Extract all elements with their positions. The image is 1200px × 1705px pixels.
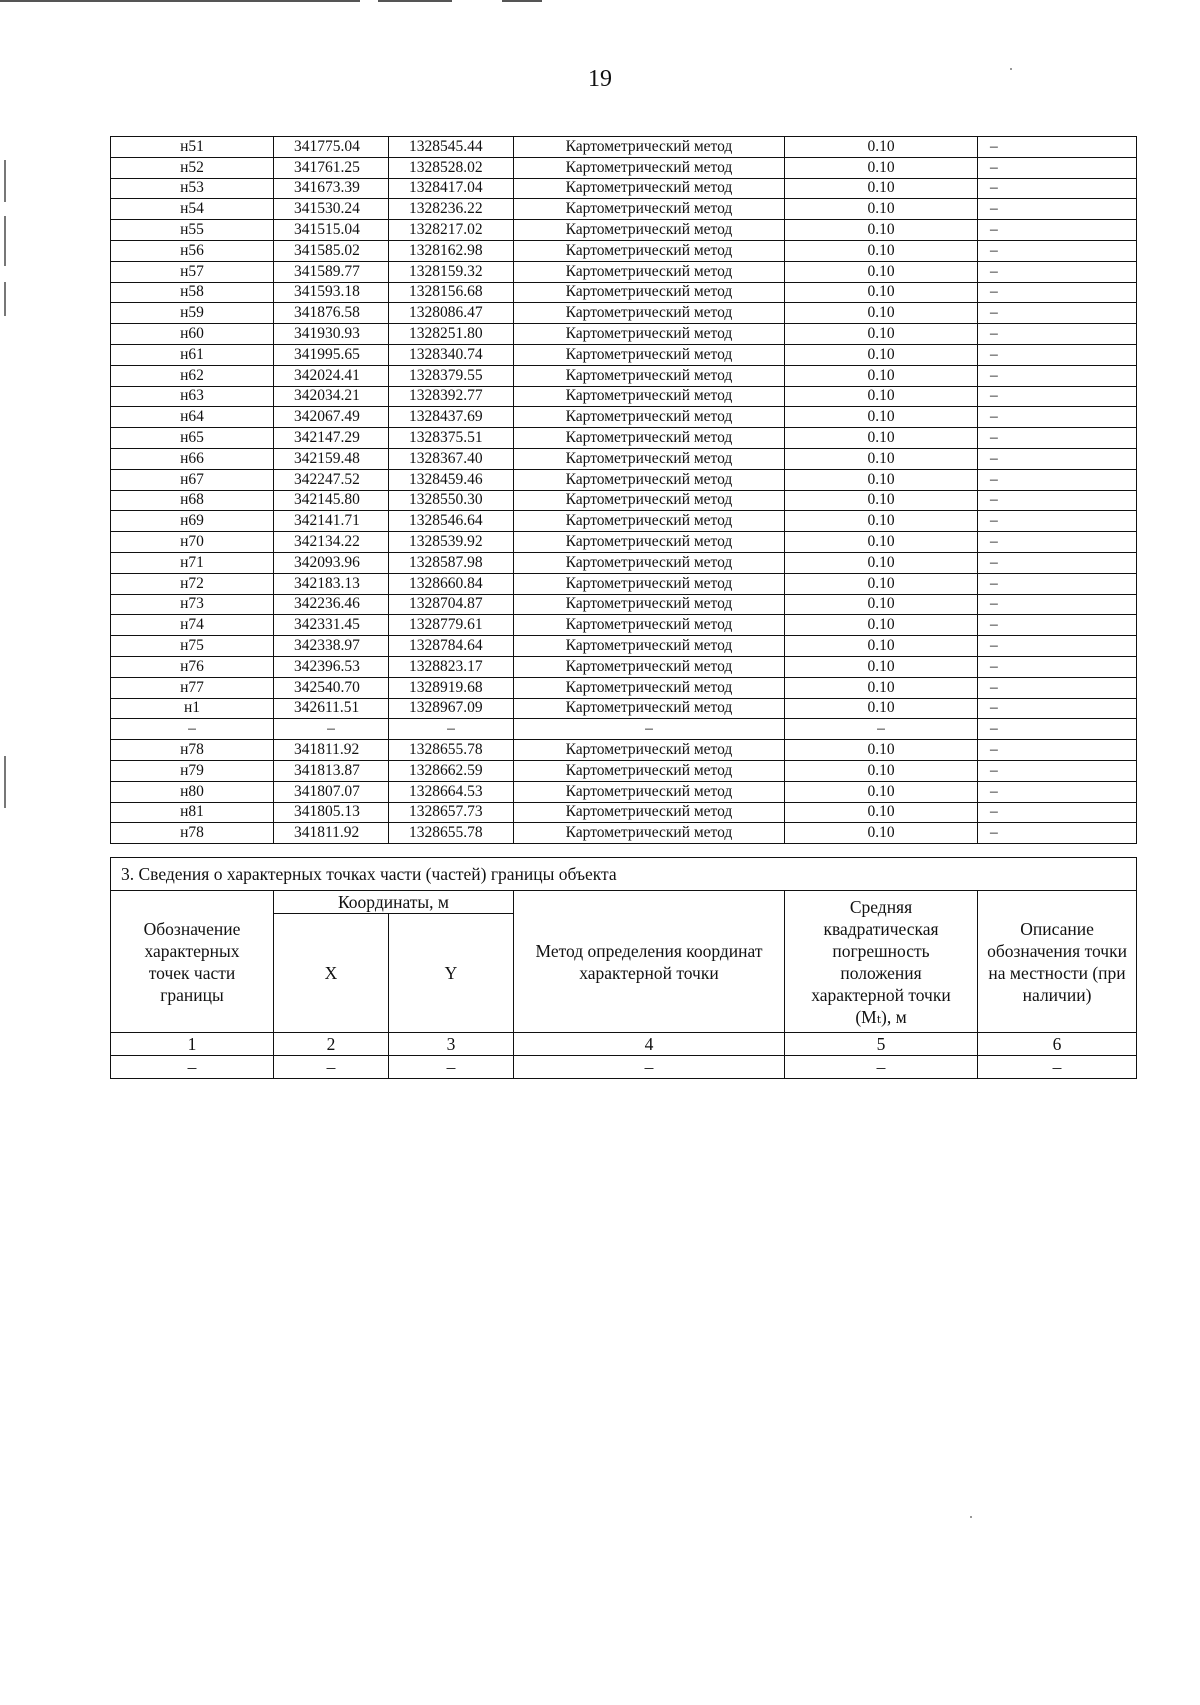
cell-point: н54 [111, 199, 274, 220]
cell-description: – [978, 677, 1137, 698]
cell-method: – [514, 719, 785, 740]
scan-margin-mark [4, 216, 6, 266]
cell-y: 1328662.59 [389, 760, 514, 781]
header-method: Метод определения координат характерной точки [514, 891, 785, 1033]
cell-point: н78 [111, 740, 274, 761]
cell-point: н58 [111, 282, 274, 303]
cell-error: 0.10 [785, 240, 978, 261]
cell-method: Картометрический метод [514, 448, 785, 469]
cell-x: 341811.92 [274, 823, 389, 844]
cell-x: 342396.53 [274, 656, 389, 677]
cell-error: 0.10 [785, 594, 978, 615]
cell-point: н72 [111, 573, 274, 594]
cell-y: 1328459.46 [389, 469, 514, 490]
cell-x: 341530.24 [274, 199, 389, 220]
cell-point: н55 [111, 220, 274, 241]
table-row [111, 137, 1137, 158]
table-row [111, 802, 1137, 823]
cell-error: 0.10 [785, 261, 978, 282]
cell-x: 342611.51 [274, 698, 389, 719]
cell-point: н60 [111, 324, 274, 345]
cell-x: 342141.71 [274, 511, 389, 532]
cell-y: 1328779.61 [389, 615, 514, 636]
cell-y: – [389, 1056, 514, 1079]
table-row [111, 552, 1137, 573]
cell-y: 1328545.44 [389, 137, 514, 158]
cell-method: – [514, 1056, 785, 1079]
cell-error: 0.10 [785, 532, 978, 553]
cell-method: Картометрический метод [514, 615, 785, 636]
table-row [111, 532, 1137, 553]
cell-error: 0.10 [785, 802, 978, 823]
table-row [111, 157, 1137, 178]
cell-description: – [978, 656, 1137, 677]
cell-method: Картометрический метод [514, 428, 785, 449]
cell-error: 0.10 [785, 490, 978, 511]
cell-error: – [785, 719, 978, 740]
cell-x: 342145.80 [274, 490, 389, 511]
table-row [111, 365, 1137, 386]
cell-method: Картометрический метод [514, 740, 785, 761]
cell-point: н61 [111, 344, 274, 365]
cell-error: 0.10 [785, 656, 978, 677]
table-row [111, 178, 1137, 199]
page-number: 19 [588, 66, 612, 92]
scan-edge-line [502, 0, 542, 2]
cell-point: н74 [111, 615, 274, 636]
cell-x: 341995.65 [274, 344, 389, 365]
scan-edge-line [0, 0, 360, 2]
cell-point: н68 [111, 490, 274, 511]
table-row [111, 511, 1137, 532]
table-row [111, 240, 1137, 261]
cell-error: 0.10 [785, 781, 978, 802]
cell-description: – [978, 511, 1137, 532]
table-row [111, 407, 1137, 428]
scan-speck [970, 1516, 972, 1518]
cell-error: 0.10 [785, 552, 978, 573]
cell-method: Картометрический метод [514, 261, 785, 282]
cell-x: 342159.48 [274, 448, 389, 469]
cell-description: – [978, 407, 1137, 428]
cell-x: 341811.92 [274, 740, 389, 761]
cell-method: Картометрический метод [514, 137, 785, 158]
cell-description: – [978, 698, 1137, 719]
cell-y: 1328660.84 [389, 573, 514, 594]
cell-method: Картометрический метод [514, 220, 785, 241]
cell-description: – [978, 428, 1137, 449]
table-row [111, 760, 1137, 781]
cell-point: н66 [111, 448, 274, 469]
cell-method: Картометрический метод [514, 365, 785, 386]
column-number: 6 [978, 1033, 1137, 1056]
cell-x: – [274, 1056, 389, 1079]
cell-y: 1328340.74 [389, 344, 514, 365]
column-number: 2 [274, 1033, 389, 1056]
header-x: X [274, 914, 389, 1033]
cell-description: – [978, 781, 1137, 802]
coordinates-table [110, 136, 1137, 844]
cell-method: Картометрический метод [514, 802, 785, 823]
cell-description: – [978, 469, 1137, 490]
cell-y: 1328217.02 [389, 220, 514, 241]
cell-error: 0.10 [785, 573, 978, 594]
cell-y: 1328823.17 [389, 656, 514, 677]
cell-x: 342338.97 [274, 636, 389, 657]
cell-description: – [978, 386, 1137, 407]
cell-x: 341805.13 [274, 802, 389, 823]
cell-error: 0.10 [785, 448, 978, 469]
cell-description: – [978, 324, 1137, 345]
table-row [111, 448, 1137, 469]
cell-y: 1328528.02 [389, 157, 514, 178]
table-row [111, 677, 1137, 698]
cell-description: – [978, 157, 1137, 178]
cell-method: Картометрический метод [514, 511, 785, 532]
table-row [111, 719, 1137, 740]
cell-y: 1328655.78 [389, 823, 514, 844]
cell-error: 0.10 [785, 469, 978, 490]
cell-y: 1328664.53 [389, 781, 514, 802]
cell-error: 0.10 [785, 760, 978, 781]
cell-y: 1328379.55 [389, 365, 514, 386]
cell-method: Картометрический метод [514, 656, 785, 677]
cell-description: – [978, 282, 1137, 303]
cell-description: – [978, 220, 1137, 241]
cell-description: – [978, 760, 1137, 781]
cell-x: 341585.02 [274, 240, 389, 261]
cell-x: 342034.21 [274, 386, 389, 407]
cell-description: – [978, 552, 1137, 573]
cell-y: 1328156.68 [389, 282, 514, 303]
cell-point: н63 [111, 386, 274, 407]
cell-x: 341807.07 [274, 781, 389, 802]
cell-error: – [785, 1056, 978, 1079]
cell-method: Картометрический метод [514, 157, 785, 178]
table-row [111, 823, 1137, 844]
scan-edge-line [378, 0, 452, 2]
cell-method: Картометрический метод [514, 781, 785, 802]
cell-y: 1328086.47 [389, 303, 514, 324]
cell-error: 0.10 [785, 407, 978, 428]
cell-point: н59 [111, 303, 274, 324]
table-row [111, 344, 1137, 365]
scan-margin-mark [4, 756, 6, 808]
cell-description: – [978, 532, 1137, 553]
cell-x: 342093.96 [274, 552, 389, 573]
cell-y: – [389, 719, 514, 740]
cell-x: 341813.87 [274, 760, 389, 781]
cell-method: Картометрический метод [514, 490, 785, 511]
cell-method: Картометрический метод [514, 199, 785, 220]
table-row [111, 781, 1137, 802]
table-row [111, 615, 1137, 636]
table-row [111, 220, 1137, 241]
cell-method: Картометрический метод [514, 636, 785, 657]
table-row [111, 698, 1137, 719]
cell-y: 1328550.30 [389, 490, 514, 511]
cell-point: н67 [111, 469, 274, 490]
cell-y: 1328162.98 [389, 240, 514, 261]
coordinates-table-body [111, 137, 1137, 844]
cell-error: 0.10 [785, 324, 978, 345]
column-number: 4 [514, 1033, 785, 1056]
cell-description: – [978, 1056, 1137, 1079]
cell-point: н71 [111, 552, 274, 573]
cell-method: Картометрический метод [514, 823, 785, 844]
cell-description: – [978, 240, 1137, 261]
cell-error: 0.10 [785, 303, 978, 324]
cell-x: 342236.46 [274, 594, 389, 615]
cell-method: Картометрический метод [514, 573, 785, 594]
cell-method: Картометрический метод [514, 469, 785, 490]
cell-y: 1328587.98 [389, 552, 514, 573]
cell-error: 0.10 [785, 157, 978, 178]
table-row [111, 469, 1137, 490]
cell-method: Картометрический метод [514, 677, 785, 698]
cell-error: 0.10 [785, 178, 978, 199]
cell-y: 1328704.87 [389, 594, 514, 615]
cell-point: н51 [111, 137, 274, 158]
cell-description: – [978, 636, 1137, 657]
cell-description: – [978, 178, 1137, 199]
table-row [111, 261, 1137, 282]
cell-error: 0.10 [785, 677, 978, 698]
cell-y: 1328967.09 [389, 698, 514, 719]
cell-description: – [978, 365, 1137, 386]
cell-x: 341593.18 [274, 282, 389, 303]
cell-point: н78 [111, 823, 274, 844]
header-error: Средняя квадратическая погрешность положения характерной точки (Mₜ), м [785, 891, 978, 1033]
cell-error: 0.10 [785, 137, 978, 158]
cell-point: н56 [111, 240, 274, 261]
cell-point: н65 [111, 428, 274, 449]
header-description: Описание обозначения точки на местности (при наличии) [978, 891, 1137, 1033]
cell-error: 0.10 [785, 615, 978, 636]
cell-y: 1328539.92 [389, 532, 514, 553]
cell-point: н52 [111, 157, 274, 178]
cell-method: Картометрический метод [514, 760, 785, 781]
cell-error: 0.10 [785, 365, 978, 386]
cell-error: 0.10 [785, 282, 978, 303]
cell-y: 1328367.40 [389, 448, 514, 469]
cell-description: – [978, 802, 1137, 823]
header-point-name: Обозначение характерных точек части границы [111, 891, 274, 1033]
cell-method: Картометрический метод [514, 407, 785, 428]
header-coordinates-group: Координаты, м [274, 891, 514, 914]
cell-method: Картометрический метод [514, 240, 785, 261]
cell-point: н53 [111, 178, 274, 199]
cell-description: – [978, 823, 1137, 844]
cell-method: Картометрический метод [514, 698, 785, 719]
cell-method: Картометрический метод [514, 282, 785, 303]
cell-method: Картометрический метод [514, 552, 785, 573]
header-y: Y [389, 914, 514, 1033]
cell-point: н77 [111, 677, 274, 698]
cell-y: 1328437.69 [389, 407, 514, 428]
cell-method: Картометрический метод [514, 178, 785, 199]
cell-x: 342247.52 [274, 469, 389, 490]
cell-description: – [978, 344, 1137, 365]
cell-y: 1328251.80 [389, 324, 514, 345]
cell-method: Картометрический метод [514, 324, 785, 345]
cell-description: – [978, 594, 1137, 615]
table-row [111, 282, 1137, 303]
cell-point: н1 [111, 698, 274, 719]
table-row [111, 490, 1137, 511]
column-number: 5 [785, 1033, 978, 1056]
cell-error: 0.10 [785, 636, 978, 657]
cell-point: н64 [111, 407, 274, 428]
cell-error: 0.10 [785, 428, 978, 449]
cell-description: – [978, 261, 1137, 282]
table-row [111, 428, 1137, 449]
scan-margin-mark [4, 160, 6, 202]
cell-y: 1328657.73 [389, 802, 514, 823]
cell-method: Картометрический метод [514, 303, 785, 324]
cell-error: 0.10 [785, 511, 978, 532]
cell-point: – [111, 719, 274, 740]
table-row [111, 636, 1137, 657]
cell-point: н57 [111, 261, 274, 282]
table-row [111, 594, 1137, 615]
cell-x: 341930.93 [274, 324, 389, 345]
cell-y: 1328655.78 [389, 740, 514, 761]
table-row [111, 573, 1137, 594]
cell-error: 0.10 [785, 199, 978, 220]
cell-y: 1328159.32 [389, 261, 514, 282]
cell-method: Картометрический метод [514, 344, 785, 365]
cell-point: н62 [111, 365, 274, 386]
cell-x: 341775.04 [274, 137, 389, 158]
cell-point: н73 [111, 594, 274, 615]
cell-description: – [978, 448, 1137, 469]
cell-point: н79 [111, 760, 274, 781]
cell-error: 0.10 [785, 698, 978, 719]
table-row [111, 386, 1137, 407]
cell-x: 342183.13 [274, 573, 389, 594]
cell-method: Картометрический метод [514, 386, 785, 407]
table-row [111, 324, 1137, 345]
cell-error: 0.10 [785, 220, 978, 241]
cell-x: 341876.58 [274, 303, 389, 324]
cell-y: 1328919.68 [389, 677, 514, 698]
cell-point: н70 [111, 532, 274, 553]
cell-x: 341589.77 [274, 261, 389, 282]
cell-error: 0.10 [785, 386, 978, 407]
cell-description: – [978, 719, 1137, 740]
section-title: 3. Сведения о характерных точках части (частей) границы объекта [111, 858, 1137, 891]
part-points-table [110, 857, 1137, 1079]
cell-description: – [978, 615, 1137, 636]
cell-x: 341761.25 [274, 157, 389, 178]
cell-x: 342147.29 [274, 428, 389, 449]
cell-y: 1328784.64 [389, 636, 514, 657]
table-row [111, 740, 1137, 761]
cell-x: 342024.41 [274, 365, 389, 386]
cell-error: 0.10 [785, 344, 978, 365]
cell-y: 1328392.77 [389, 386, 514, 407]
cell-description: – [978, 573, 1137, 594]
cell-y: 1328236.22 [389, 199, 514, 220]
cell-x: 342540.70 [274, 677, 389, 698]
cell-x: – [274, 719, 389, 740]
table-row [111, 303, 1137, 324]
table-row [111, 199, 1137, 220]
cell-x: 342134.22 [274, 532, 389, 553]
cell-y: 1328417.04 [389, 178, 514, 199]
cell-error: 0.10 [785, 740, 978, 761]
cell-point: н80 [111, 781, 274, 802]
cell-point: н75 [111, 636, 274, 657]
cell-description: – [978, 137, 1137, 158]
cell-x: 341673.39 [274, 178, 389, 199]
scan-margin-mark [4, 282, 6, 316]
cell-error: 0.10 [785, 823, 978, 844]
cell-point: н81 [111, 802, 274, 823]
cell-method: Картометрический метод [514, 594, 785, 615]
table-row [111, 1056, 1137, 1079]
cell-description: – [978, 490, 1137, 511]
cell-x: 341515.04 [274, 220, 389, 241]
cell-method: Картометрический метод [514, 532, 785, 553]
cell-description: – [978, 740, 1137, 761]
cell-point: – [111, 1056, 274, 1079]
column-number: 3 [389, 1033, 514, 1056]
cell-x: 342331.45 [274, 615, 389, 636]
cell-point: н76 [111, 656, 274, 677]
table-row [111, 656, 1137, 677]
cell-description: – [978, 199, 1137, 220]
cell-x: 342067.49 [274, 407, 389, 428]
cell-description: – [978, 303, 1137, 324]
column-number: 1 [111, 1033, 274, 1056]
cell-point: н69 [111, 511, 274, 532]
cell-y: 1328375.51 [389, 428, 514, 449]
cell-y: 1328546.64 [389, 511, 514, 532]
